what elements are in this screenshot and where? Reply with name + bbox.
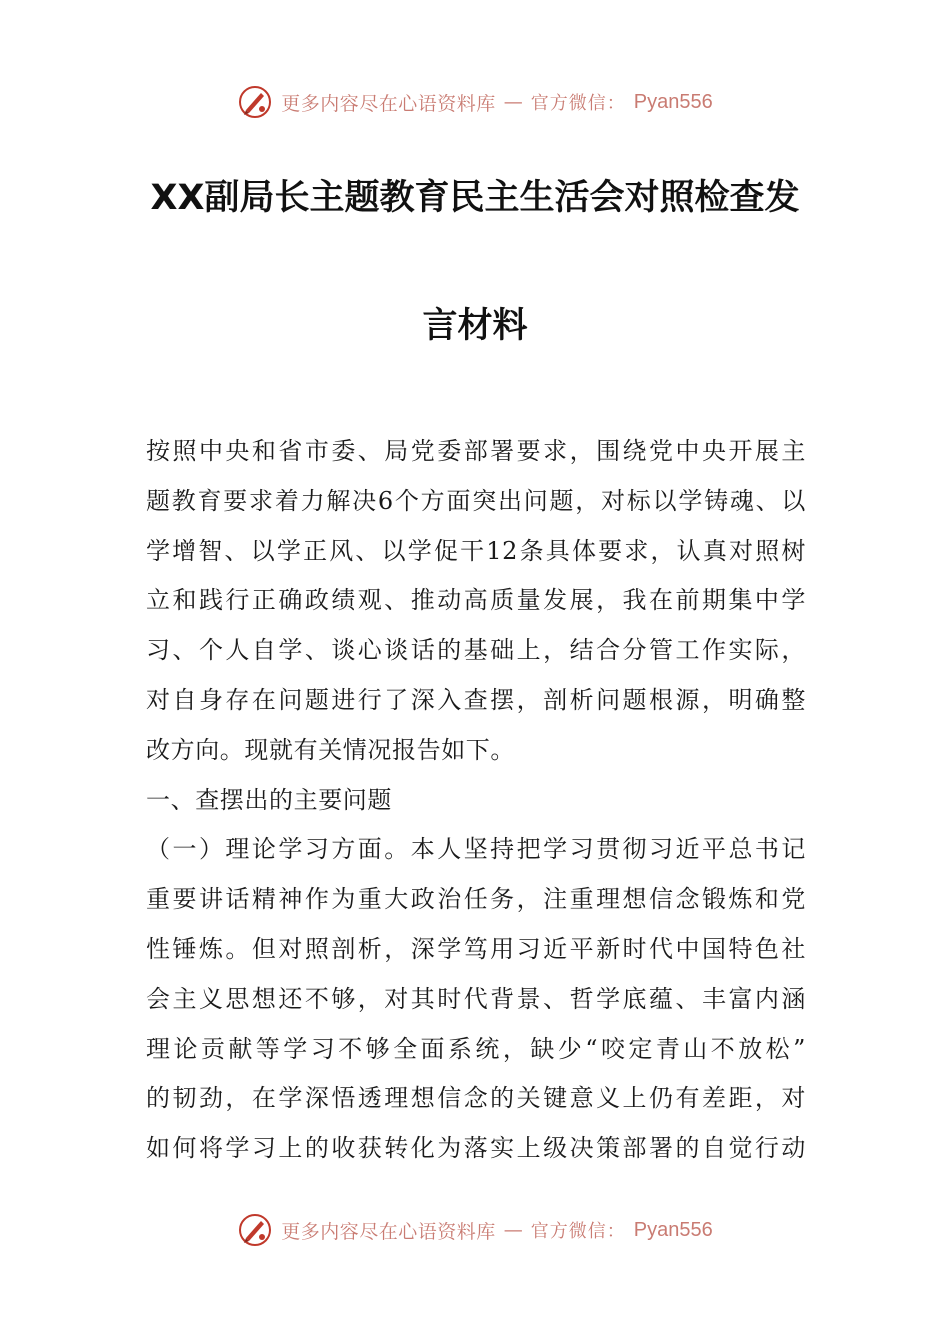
- watermark-banner-top: [0, 82, 950, 122]
- watermark-wechat-id: Pyan556: [633, 90, 713, 113]
- body-line: 重要讲话精神作为重大政治任务，注重理想信念锻炼和党: [146, 885, 806, 914]
- body-line: 题教育要求着力解决6个方面突出问题，对标以学铸魂、以: [146, 486, 806, 515]
- pen-logo-icon: [237, 1212, 273, 1248]
- body-line: 如何将学习上的收获转化为落实上级决策部署的自觉行动: [146, 1134, 806, 1163]
- body-line: 对自身存在问题进行了深入查摆，剖析问题根源，明确整: [146, 685, 806, 714]
- watermark-text: 更多内容尽在心语资料库: [281, 1220, 496, 1243]
- document-title-line-1: XX副局长主题教育民主生活会对照检查发: [150, 178, 800, 218]
- watermark-wechat-label: 官方微信：: [530, 1221, 626, 1242]
- watermark-separator: —: [503, 1219, 523, 1241]
- body-line: 改方向。现就有关情况报告如下。: [146, 735, 515, 764]
- watermark-banner-bottom: [0, 1210, 950, 1250]
- body-line: 的韧劲，在学深悟透理想信念的关键意义上仍有差距，对: [146, 1084, 806, 1113]
- section-heading: 一、查摆出的主要问题: [146, 785, 392, 814]
- body-line: 按照中央和省市委、局党委部署要求，围绕党中央开展主: [146, 437, 806, 465]
- body-line: （一）理论学习方面。本人坚持把学习贯彻习近平总书记: [146, 835, 806, 864]
- body-line: 习、个人自学、谈心谈话的基础上，结合分管工作实际，: [146, 636, 806, 665]
- body-line: 理论贡献等学习不够全面系统，缺少“咬定青山不放松”: [146, 1034, 806, 1063]
- watermark-wechat-label: 官方微信：: [530, 93, 626, 114]
- body-line: 立和践行正确政绩观、推动高质量发展，我在前期集中学: [146, 586, 806, 615]
- body-line: 会主义思想还不够，对其时代背景、哲学底蕴、丰富内涵: [146, 984, 806, 1013]
- watermark-wechat-id: Pyan556: [633, 1218, 713, 1241]
- body-line: 性锤炼。但对照剖析，深学笃用习近平新时代中国特色社: [146, 934, 806, 963]
- document-body: [146, 427, 806, 1174]
- body-line: 学增智、以学正风、以学促干12条具体要求，认真对照树: [146, 536, 806, 565]
- pen-logo-icon: [237, 84, 273, 120]
- watermark-separator: —: [503, 91, 523, 113]
- document-title-line-2: 言材料: [422, 306, 528, 346]
- watermark-text: 更多内容尽在心语资料库: [281, 92, 496, 115]
